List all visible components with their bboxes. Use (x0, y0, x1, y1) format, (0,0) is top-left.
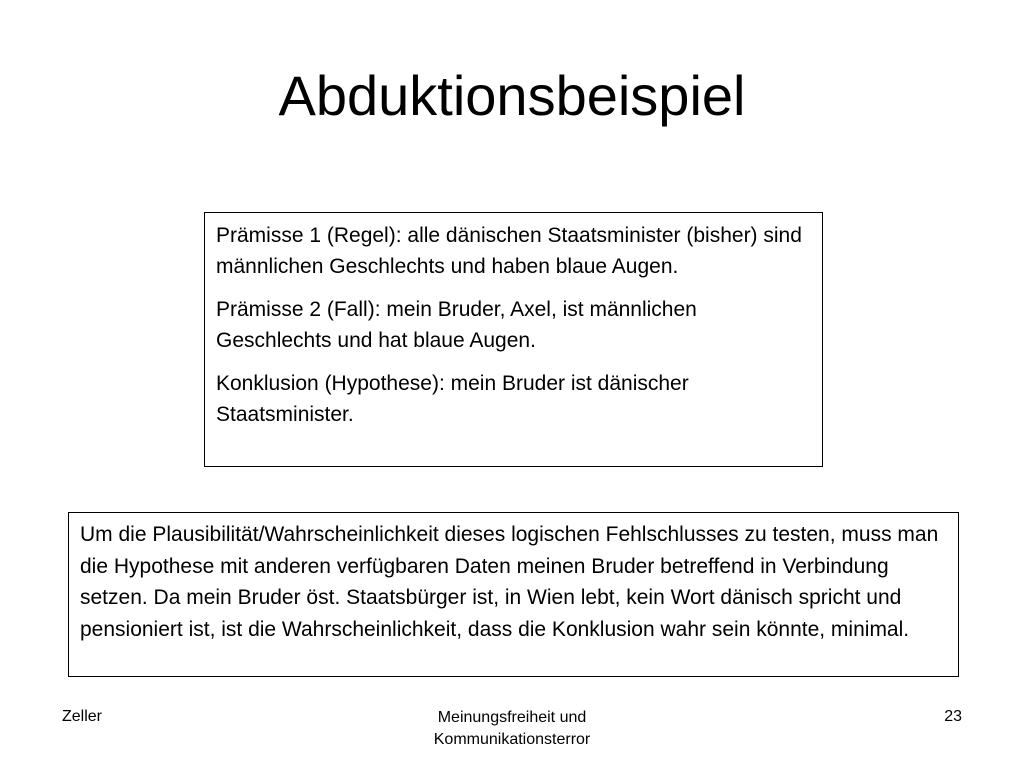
explanation-text: Um die Plausibilität/Wahrscheinlichkeit dieses logischen Fehlschlusses zu testen, muss man die Hypothese mit anderen verfügbaren Daten meinen Bruder betreffend in Verbindung setzen. Da mein Bruder öst. Staatsbürger ist, in Wien lebt, kein Wort dänisch spricht und pensioniert ist, ist die Wahrscheinlichkeit, dass die Konklusion wahr sein könnte, minimal. (80, 523, 939, 641)
footer-presentation-title-line-2: Kommunikationsterror (433, 731, 591, 748)
premise-2-text: Prämisse 2 (Fall): mein Bruder, Axel, ist männlichen Geschlechts und hat blaue Augen. (216, 298, 697, 352)
explanation-box (68, 512, 959, 677)
conclusion-text: Konklusion (Hypothese): mein Bruder ist dänischer Staatsminister. (216, 372, 689, 426)
footer-page-number: 23 (944, 708, 962, 725)
footer-presentation-title (362, 707, 662, 751)
footer-presentation-title-line-1: Meinungsfreiheit und (437, 709, 587, 726)
premise-box (204, 212, 823, 467)
footer-author: Zeller (62, 708, 103, 725)
slide-title: Abduktionsbeispiel (278, 64, 746, 127)
premise-1-text: Prämisse 1 (Regel): alle dänischen Staatsminister (bisher) sind männlichen Geschlechts und haben blaue Augen. (216, 224, 802, 278)
